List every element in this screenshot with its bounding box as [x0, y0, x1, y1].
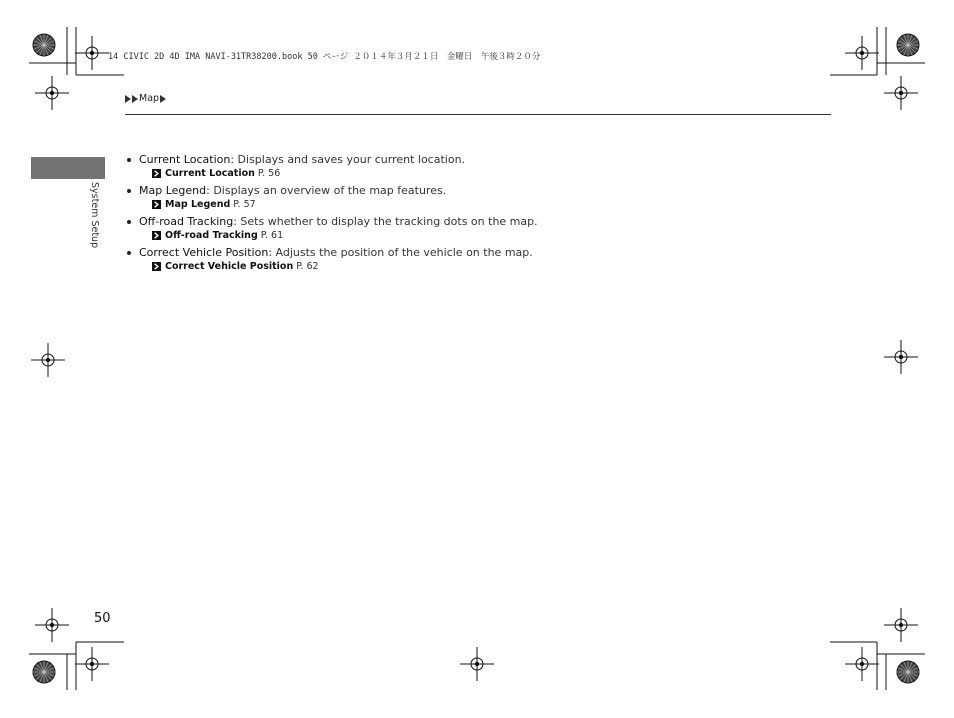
header-rule: [125, 114, 831, 115]
item-term: Current Location: [139, 153, 231, 166]
cross-reference[interactable]: [126, 260, 816, 273]
cross-reference[interactable]: [126, 167, 816, 180]
section-side-label: System Setup: [89, 182, 100, 249]
item-text: [126, 215, 816, 229]
list-item: [126, 184, 816, 211]
item-text: [126, 184, 816, 198]
item-text: [126, 153, 816, 167]
item-text: [126, 246, 816, 260]
ref-page: P. 56: [257, 168, 281, 179]
item-term: Correct Vehicle Position: [139, 246, 269, 259]
breadcrumb-label: Map: [139, 93, 160, 104]
cross-reference[interactable]: [126, 229, 816, 242]
arrow-right-icon: [132, 95, 138, 103]
page-number: 50: [94, 611, 111, 626]
cross-reference[interactable]: [126, 198, 816, 211]
ref-title: Current Location: [165, 168, 255, 179]
list-item: [126, 215, 816, 242]
item-desc: : Sets whether to display the tracking dots on the map.: [233, 215, 538, 228]
cross-reference-icon: [152, 231, 161, 240]
item-term: Map Legend: [139, 184, 207, 197]
ref-page: P. 57: [233, 199, 256, 210]
arrow-right-icon: [125, 95, 131, 103]
item-desc: : Displays and saves your current location.: [230, 153, 466, 166]
settings-list: [126, 153, 816, 277]
list-item: [126, 246, 816, 273]
item-desc: : Adjusts the position of the vehicle on the map.: [268, 246, 533, 259]
list-item: [126, 153, 816, 180]
ref-page: P. 62: [296, 261, 319, 272]
cross-reference-icon: [152, 262, 161, 271]
ref-title: Map Legend: [165, 199, 231, 210]
ref-title: Correct Vehicle Position: [165, 261, 294, 272]
print-header: 14 CIVIC 2D 4D IMA NAVI-31TR38200.book 50 ページ ２０１４年３月２１日 金曜日 午後３時２０分: [108, 52, 541, 62]
cross-reference-icon: [152, 200, 161, 209]
item-desc: : Displays an overview of the map features.: [206, 184, 447, 197]
arrow-right-icon: [160, 95, 166, 103]
item-term: Off-road Tracking: [139, 215, 234, 228]
ref-title: Off-road Tracking: [165, 230, 258, 241]
ref-page: P. 61: [260, 230, 284, 241]
breadcrumb: [125, 93, 166, 104]
cross-reference-icon: [152, 169, 161, 178]
section-tab: [31, 157, 105, 179]
